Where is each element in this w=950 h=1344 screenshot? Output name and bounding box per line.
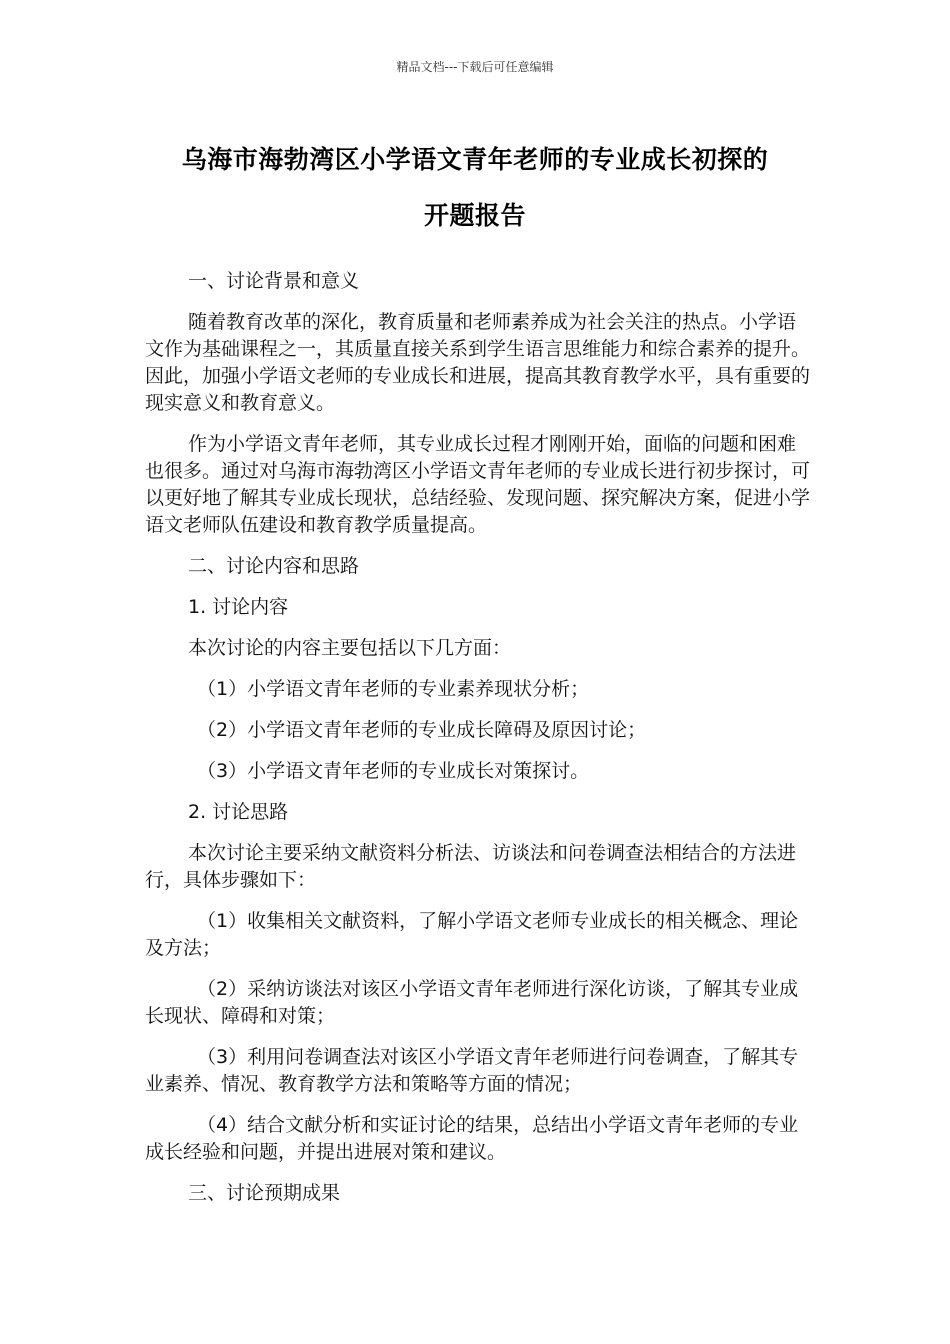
section-1-heading: 一、讨论背景和意义 — [188, 270, 360, 292]
section-2-heading: 二、讨论内容和思路 — [188, 555, 360, 577]
section-3-heading: 三、讨论预期成果 — [188, 1182, 341, 1204]
subsection-2-item: （3）利用问卷调查法对该区小学语文青年老师进行问卷调查，了解其专业素养、情况、教育教学方法和策略等方面的情况； — [145, 1046, 799, 1095]
section-1-paragraph-1: 随着教育改革的深化，教育质量和老师素养成为社会关注的热点。小学语文作为基础课程之一，其质量直接关系到学生语言思维能力和综合素养的提升。因此，加强小学语文老师的专业成长和进展，提高其教育教学水平，具有重要的现实意义和教育意义。 — [145, 311, 811, 414]
subsection-1-item: （2）小学语文青年老师的专业成长障碍及原因讨论； — [197, 719, 647, 741]
section-1-paragraph-2: 作为小学语文青年老师，其专业成长过程才刚刚开始，面临的问题和困难也很多。通过对乌海市海勃湾区小学语文青年老师的专业成长进行初步探讨，可以更好地了解其专业成长现状，总结经验、发现问题、探究解决方案，促进小学语文老师队伍建设和教育教学质量提高。 — [145, 433, 811, 536]
header-note: 精品文档---下载后可任意编辑 — [396, 60, 554, 74]
subsection-1-item: （1）小学语文青年老师的专业素养现状分析； — [197, 678, 590, 700]
document-body — [145, 268, 810, 1221]
subsection-1-intro: 本次讨论的内容主要包括以下几方面： — [188, 637, 512, 659]
subsection-2-item: （1）收集相关文献资料，了解小学语文老师专业成长的相关概念、理论及方法； — [145, 910, 799, 959]
document-title — [100, 132, 850, 244]
subsection-2-intro: 本次讨论主要采纳文献资料分析法、访谈法和问卷调查法相结合的方法进行，具体步骤如下： — [145, 842, 797, 891]
subsection-1-heading: 1. 讨论内容 — [188, 596, 289, 618]
subsection-1-item: （3）小学语文青年老师的专业成长对策探讨。 — [197, 760, 590, 782]
title-line-1: 乌海市海勃湾区小学语文青年老师的专业成长初探的 — [181, 145, 769, 174]
title-line-2: 开题报告 — [423, 201, 526, 230]
subsection-2-item: （2）采纳访谈法对该区小学语文青年老师进行深化访谈，了解其专业成长现状、障碍和对策； — [145, 978, 799, 1027]
subsection-2-heading: 2. 讨论思路 — [188, 801, 289, 823]
subsection-2-item: （4）结合文献分析和实证讨论的结果，总结出小学语文青年老师的专业成长经验和问题，并提出进展对策和建议。 — [145, 1114, 799, 1163]
